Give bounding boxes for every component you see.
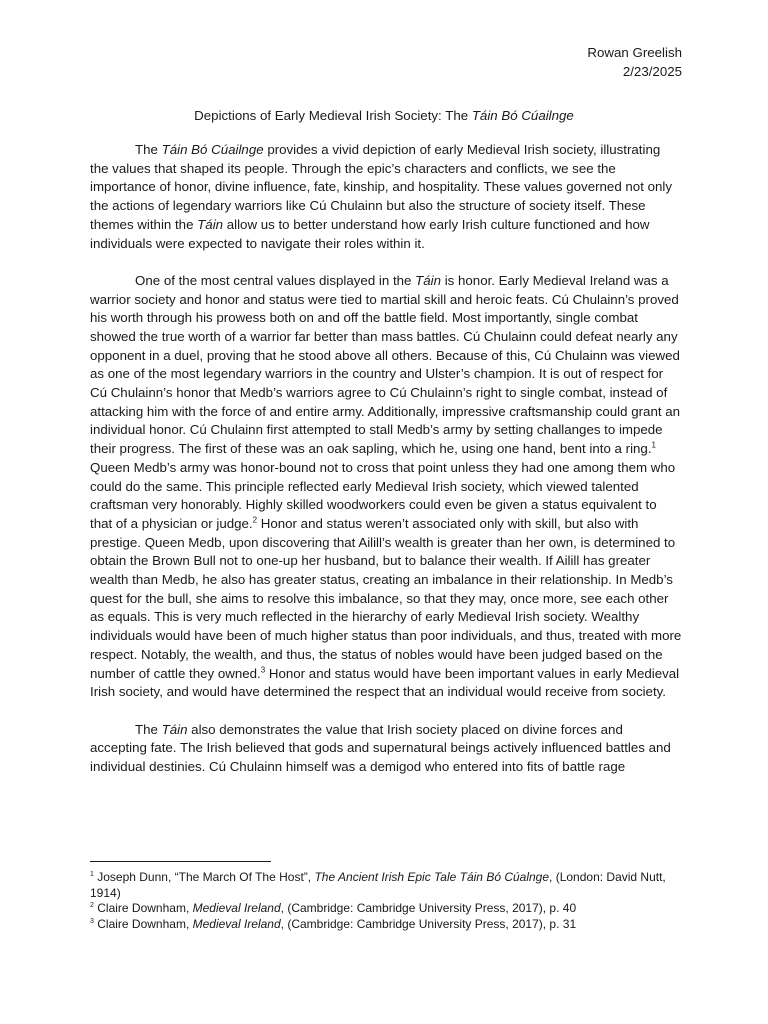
footnote bbox=[90, 917, 682, 933]
document-title bbox=[0, 107, 768, 125]
document-header bbox=[587, 44, 682, 81]
footnote-marker: 3 bbox=[90, 917, 94, 925]
paragraph bbox=[90, 272, 682, 702]
footnote-marker: 3 bbox=[260, 665, 266, 675]
footnote-marker: 1 bbox=[651, 440, 656, 450]
text-run: The bbox=[135, 142, 162, 157]
italic-text: Táin Bó Cúailnge bbox=[161, 142, 264, 157]
footnotes bbox=[90, 870, 682, 932]
italic-text: Medieval Ireland bbox=[192, 901, 281, 915]
footnote-marker: 2 bbox=[90, 902, 94, 909]
italic-text: The Ancient Irish Epic Tale Táin Bó Cúalnge bbox=[314, 870, 550, 884]
footnote-divider bbox=[90, 861, 271, 862]
text-run: Queen Medb’s army was honor-bound not to cross that point unless they had one among them who could do the same. This principle reflected early Medieval Irish society, which viewed talented craftsman very honorably. Highly skilled woodworkers could even be given a status equivalent to that of a physician or judge. bbox=[90, 459, 676, 531]
document-body bbox=[90, 141, 682, 795]
paragraph bbox=[90, 721, 682, 777]
footnote-marker: 1 bbox=[90, 871, 94, 878]
text-run: , (Cambridge: Cambridge University Press, 2017), p. 40 bbox=[280, 901, 577, 915]
title-text: Depictions of Early Medieval Irish Society: The bbox=[194, 108, 472, 123]
italic-text: Táin bbox=[161, 721, 188, 737]
italic-text: Táin bbox=[197, 216, 224, 232]
text-run: Joseph Dunn, “The March Of The Host”, bbox=[93, 870, 315, 884]
text-run: Claire Downham, bbox=[93, 916, 193, 931]
text-run: also demonstrates the value that Irish society placed on divine forces and accepting fate. The Irish believed that gods and supernatural beings actively influenced battles and individual destinies. Cú Chulainn himself was a demigod who entered into fits of battle rage bbox=[90, 721, 671, 774]
italic-text: Medieval Ireland bbox=[192, 916, 281, 931]
document-date: 2/23/2025 bbox=[622, 63, 682, 79]
text-run: , (Cambridge: Cambridge University Press, 2017), p. 31 bbox=[280, 916, 577, 931]
text-run: provides a vivid depiction of early Medieval Irish society, illustrating the values that shaped its people. Through the epic’s characters and conflicts, we see the importance of honor, divine influence, fate, kinship, and hospitality. These values governed not only the actions of legendary warriors like Cú Chulainn but also the structure of society itself. These themes within the bbox=[90, 142, 672, 232]
author-name: Rowan Greelish bbox=[587, 45, 682, 60]
footnote bbox=[90, 870, 682, 901]
text-run: The bbox=[135, 721, 162, 737]
text-run: One of the most central values displayed in the bbox=[135, 272, 416, 288]
text-run: Honor and status weren’t associated only with skill, but also with prestige. Queen Medb, upon discovering that Ailill’s wealth is greater than her own, is determined to obtain the Brown Bull not to one-up her husband, but to balance their wealth. If Ailill has greater wealth than Medb, he also has greater status, creating an imbalance in their relationship. In Medb’s quest for the bull, she aims to resolve this imbalance, so that they may, once more, see each other as equals. This is very much reflected in the hierarchy of early Medieval Irish society. Wealthy individuals would have been of much higher status than poor individuals, and thus, treated with more respect. Notably, the wealth, and thus, the status of nobles would have been judged based on the number of cattle they owned. bbox=[90, 515, 682, 681]
text-run: is honor. Early Medieval Ireland was a warrior society and honor and status were tied to martial skill and heroic feats. Cú Chulainn’s proved his worth through his prowess both on and off the battle field. Most importantly, single combat showed the true worth of a warrior far better than mass battles. Cú Chulainn could defeat nearly any opponent in a duel, proving that he stood above all others. Because of this, Cú Chulainn was viewed as one of the most legendary warriors in the country and Ulster’s champion. It is out of respect for Cú Chulainn’s honor that Medb’s warriors agree to Cú Chulainn’s right to single combat, instead of attacking him with the force of and entire army. Additionally, impressive craftsmanship could grant an individual honor. Cú Chulainn first attempted to stall Medb’s army by setting challanges to impede their progress. The first of these was an oak sapling, which he, using one hand, bent into a ring. bbox=[90, 272, 681, 457]
footnote bbox=[90, 901, 682, 917]
paragraph bbox=[90, 141, 682, 253]
italic-text: Táin bbox=[415, 272, 442, 288]
footnote-marker: 2 bbox=[252, 515, 258, 525]
text-run: allow us to better understand how early Irish culture functioned and how individuals were expected to navigate their roles within it. bbox=[90, 216, 650, 251]
title-italic: Táin Bó Cúailnge bbox=[471, 108, 574, 123]
text-run: , (London: David Nutt, 1914) bbox=[90, 870, 666, 900]
text-run: Claire Downham, bbox=[93, 901, 193, 915]
text-run: Honor and status would have been important values in early Medieval Irish society, and would have determined the respect that an individual would receive from society. bbox=[90, 665, 680, 700]
